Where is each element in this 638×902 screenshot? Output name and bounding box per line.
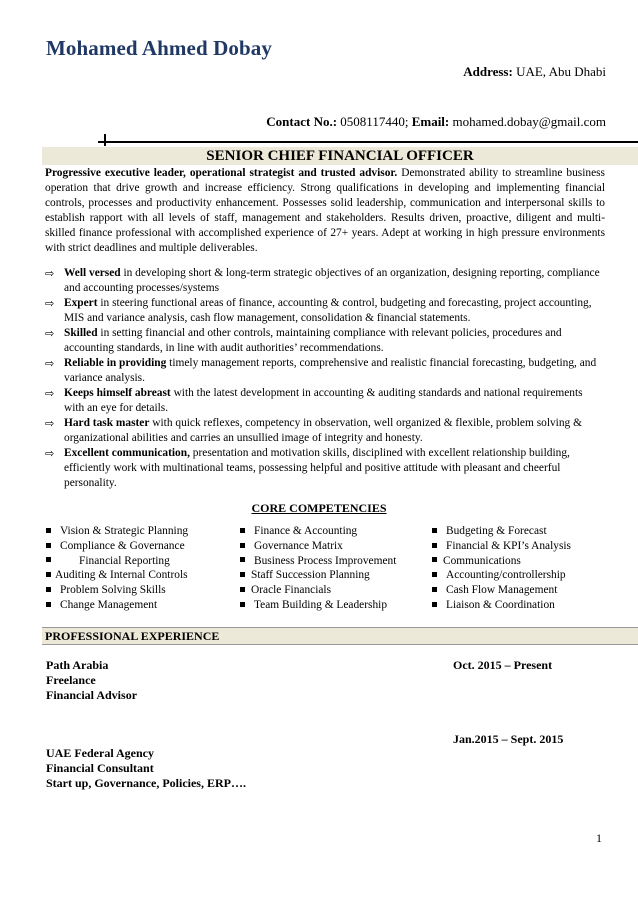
contact-label: Contact No.: [266,114,338,129]
job-company: UAE Federal Agency [46,746,154,760]
square-bullet-icon [46,572,51,577]
square-bullet-icon [240,587,245,592]
arrow-right-icon: ⇨ [45,357,55,370]
arrow-right-icon: ⇨ [45,327,55,340]
highlight-text: in steering functional areas of finance, accounting & control, budgeting and forecasting, project accounting, MIS and variance analysis, cash flow management, consolidation & financial statements. [64,297,592,324]
contact-line [266,114,606,130]
square-bullet-icon [240,528,245,533]
competency-column-2 [240,524,396,613]
header-rule [98,141,638,143]
job-dates-2: Jan.2015 – Sept. 2015 [453,732,564,746]
highlight-bold: Keeps himself abreast [64,387,171,399]
highlight-text: timely management reports, comprehensive and realistic financial forecasting, budgeting, and variance analysis. [64,357,597,384]
highlight-text: with the latest development in accounting & auditing standards and national requirements with an eye for details. [64,387,583,414]
arrow-right-icon: ⇨ [45,267,55,280]
competency-item [46,539,188,554]
highlight-item [45,266,605,296]
job-role: Financial Advisor [46,688,138,702]
highlight-item [45,296,605,326]
job-type: Freelance [46,673,96,687]
highlight-bold: Well versed [64,267,121,279]
square-bullet-icon [46,528,51,533]
profile-summary [45,166,605,256]
highlights-list [45,266,605,491]
competency-item [46,598,188,613]
competency-label: Compliance & Governance [60,539,185,552]
email-value: mohamed.dobay@gmail.com [452,114,606,129]
competency-label: Liaison & Coordination [446,598,555,611]
competency-item [46,568,188,583]
competency-item [240,554,396,569]
address-value: UAE, Abu Dhabi [516,64,606,79]
job-entry-1 [46,658,137,703]
job-title-banner [42,147,638,165]
arrow-right-icon: ⇨ [45,297,55,310]
competency-item [432,539,571,554]
job-dates-1: Oct. 2015 – Present [453,658,553,672]
competency-item [240,524,396,539]
competency-item [240,583,396,598]
header-rule-tick [104,134,106,146]
competency-column-1 [46,524,188,613]
address-label: Address: [463,64,513,79]
square-bullet-icon [432,528,437,533]
highlight-item [45,326,605,356]
job-entry-2 [46,746,246,791]
competency-label: Cash Flow Management [446,584,558,597]
square-bullet-icon [46,557,51,562]
competency-item [240,568,396,583]
competency-label: Communications [443,554,521,567]
competency-item [432,583,571,598]
highlight-item [45,446,605,491]
highlight-bold: Reliable in providing [64,357,167,369]
competency-label: Business Process Improvement [254,554,397,567]
summary-body: Demonstrated ability to streamline business operation that drive growth and increase efficiency. Strong qualifications in developing and implementing financial controls, processes and productivity enhancement. Possesses solid leadership, communication and interpersonal skills to establish rapport with all levels of staff, management and stakeholders. Results driven, proactive, diligent and multi-skilled finance professional with accomplished experience of 27+ years. Adept at working in high pressure environments with strict deadlines and multiple deliverables. [45,167,605,254]
job-type: Financial Consultant [46,761,154,775]
competency-label: Budgeting & Forecast [446,525,547,537]
highlight-text: in setting financial and other controls, maintaining compliance with relevant policies, procedures and accounting standards, in line with audit authorities’ recommendations. [64,327,562,354]
highlight-item [45,356,605,386]
competency-item [432,598,571,613]
competency-label: Finance & Accounting [254,525,358,537]
square-bullet-icon [240,572,245,577]
square-bullet-icon [240,557,245,562]
competency-label: Change Management [60,598,158,611]
highlight-text: with quick reflexes, competency in observation, well organized & flexible, problem solving & organizational abilities and carries an unsullied image of integrity and honesty. [64,417,582,444]
experience-banner [42,627,638,645]
competency-item [46,554,188,569]
highlight-bold: Excellent communication, [64,447,190,459]
arrow-right-icon: ⇨ [45,417,55,430]
competency-label: Governance Matrix [254,539,343,552]
competency-item [46,524,188,539]
competency-label: Oracle Financials [251,584,332,597]
job-company: Path Arabia [46,658,109,672]
competency-column-3 [432,524,571,613]
square-bullet-icon [432,543,437,548]
square-bullet-icon [432,572,437,577]
experience-heading: PROFESSIONAL EXPERIENCE [45,629,220,643]
square-bullet-icon [46,587,51,592]
competency-item [432,524,571,539]
highlight-text: in developing short & long-term strategic objectives of an organization, designing reporting, compliance and accounting processes/systems [64,267,600,294]
square-bullet-icon [432,602,437,607]
competency-item [46,583,188,598]
highlight-text: presentation and motivation skills, disciplined with excellent relationship building, efficiently work with multinational teams, possessing helpful and positive attitude with pleasant and cheerful personality. [64,447,570,489]
competency-item [432,554,571,569]
competency-label: Financial & KPI’s Analysis [446,539,571,552]
highlight-bold: Hard task master [64,417,150,429]
competency-label: Team Building & Leadership [254,598,388,611]
arrow-right-icon: ⇨ [45,447,55,460]
competency-item [240,539,396,554]
square-bullet-icon [46,543,51,548]
competency-label: Vision & Strategic Planning [60,525,189,537]
contact-value: 0508117440; [340,114,409,129]
square-bullet-icon [432,557,437,562]
highlight-item [45,416,605,446]
arrow-right-icon: ⇨ [45,387,55,400]
page-number: 1 [596,831,602,845]
highlight-bold: Expert [64,297,98,309]
competency-label: Auditing & Internal Controls [55,569,188,582]
candidate-name: Mohamed Ahmed Dobay [46,36,272,60]
highlight-item [45,386,605,416]
competency-label: Financial Reporting [79,554,170,567]
job-title: SENIOR CHIEF FINANCIAL OFFICER [206,148,474,164]
address-line [463,64,606,80]
competency-label: Accounting/controllership [446,569,566,582]
square-bullet-icon [240,543,245,548]
competency-label: Problem Solving Skills [60,584,166,597]
email-label: Email: [411,114,450,129]
competency-item [240,598,396,613]
job-role: Start up, Governance, Policies, ERP…. [46,776,246,790]
competency-label: Staff Succession Planning [251,569,370,582]
square-bullet-icon [432,587,437,592]
square-bullet-icon [240,602,245,607]
competency-item [432,568,571,583]
highlight-bold: Skilled [64,327,98,339]
core-competencies-heading: CORE COMPETENCIES [251,501,387,515]
summary-lead: Progressive executive leader, operational strategist and trusted advisor. [45,167,398,179]
square-bullet-icon [46,602,51,607]
